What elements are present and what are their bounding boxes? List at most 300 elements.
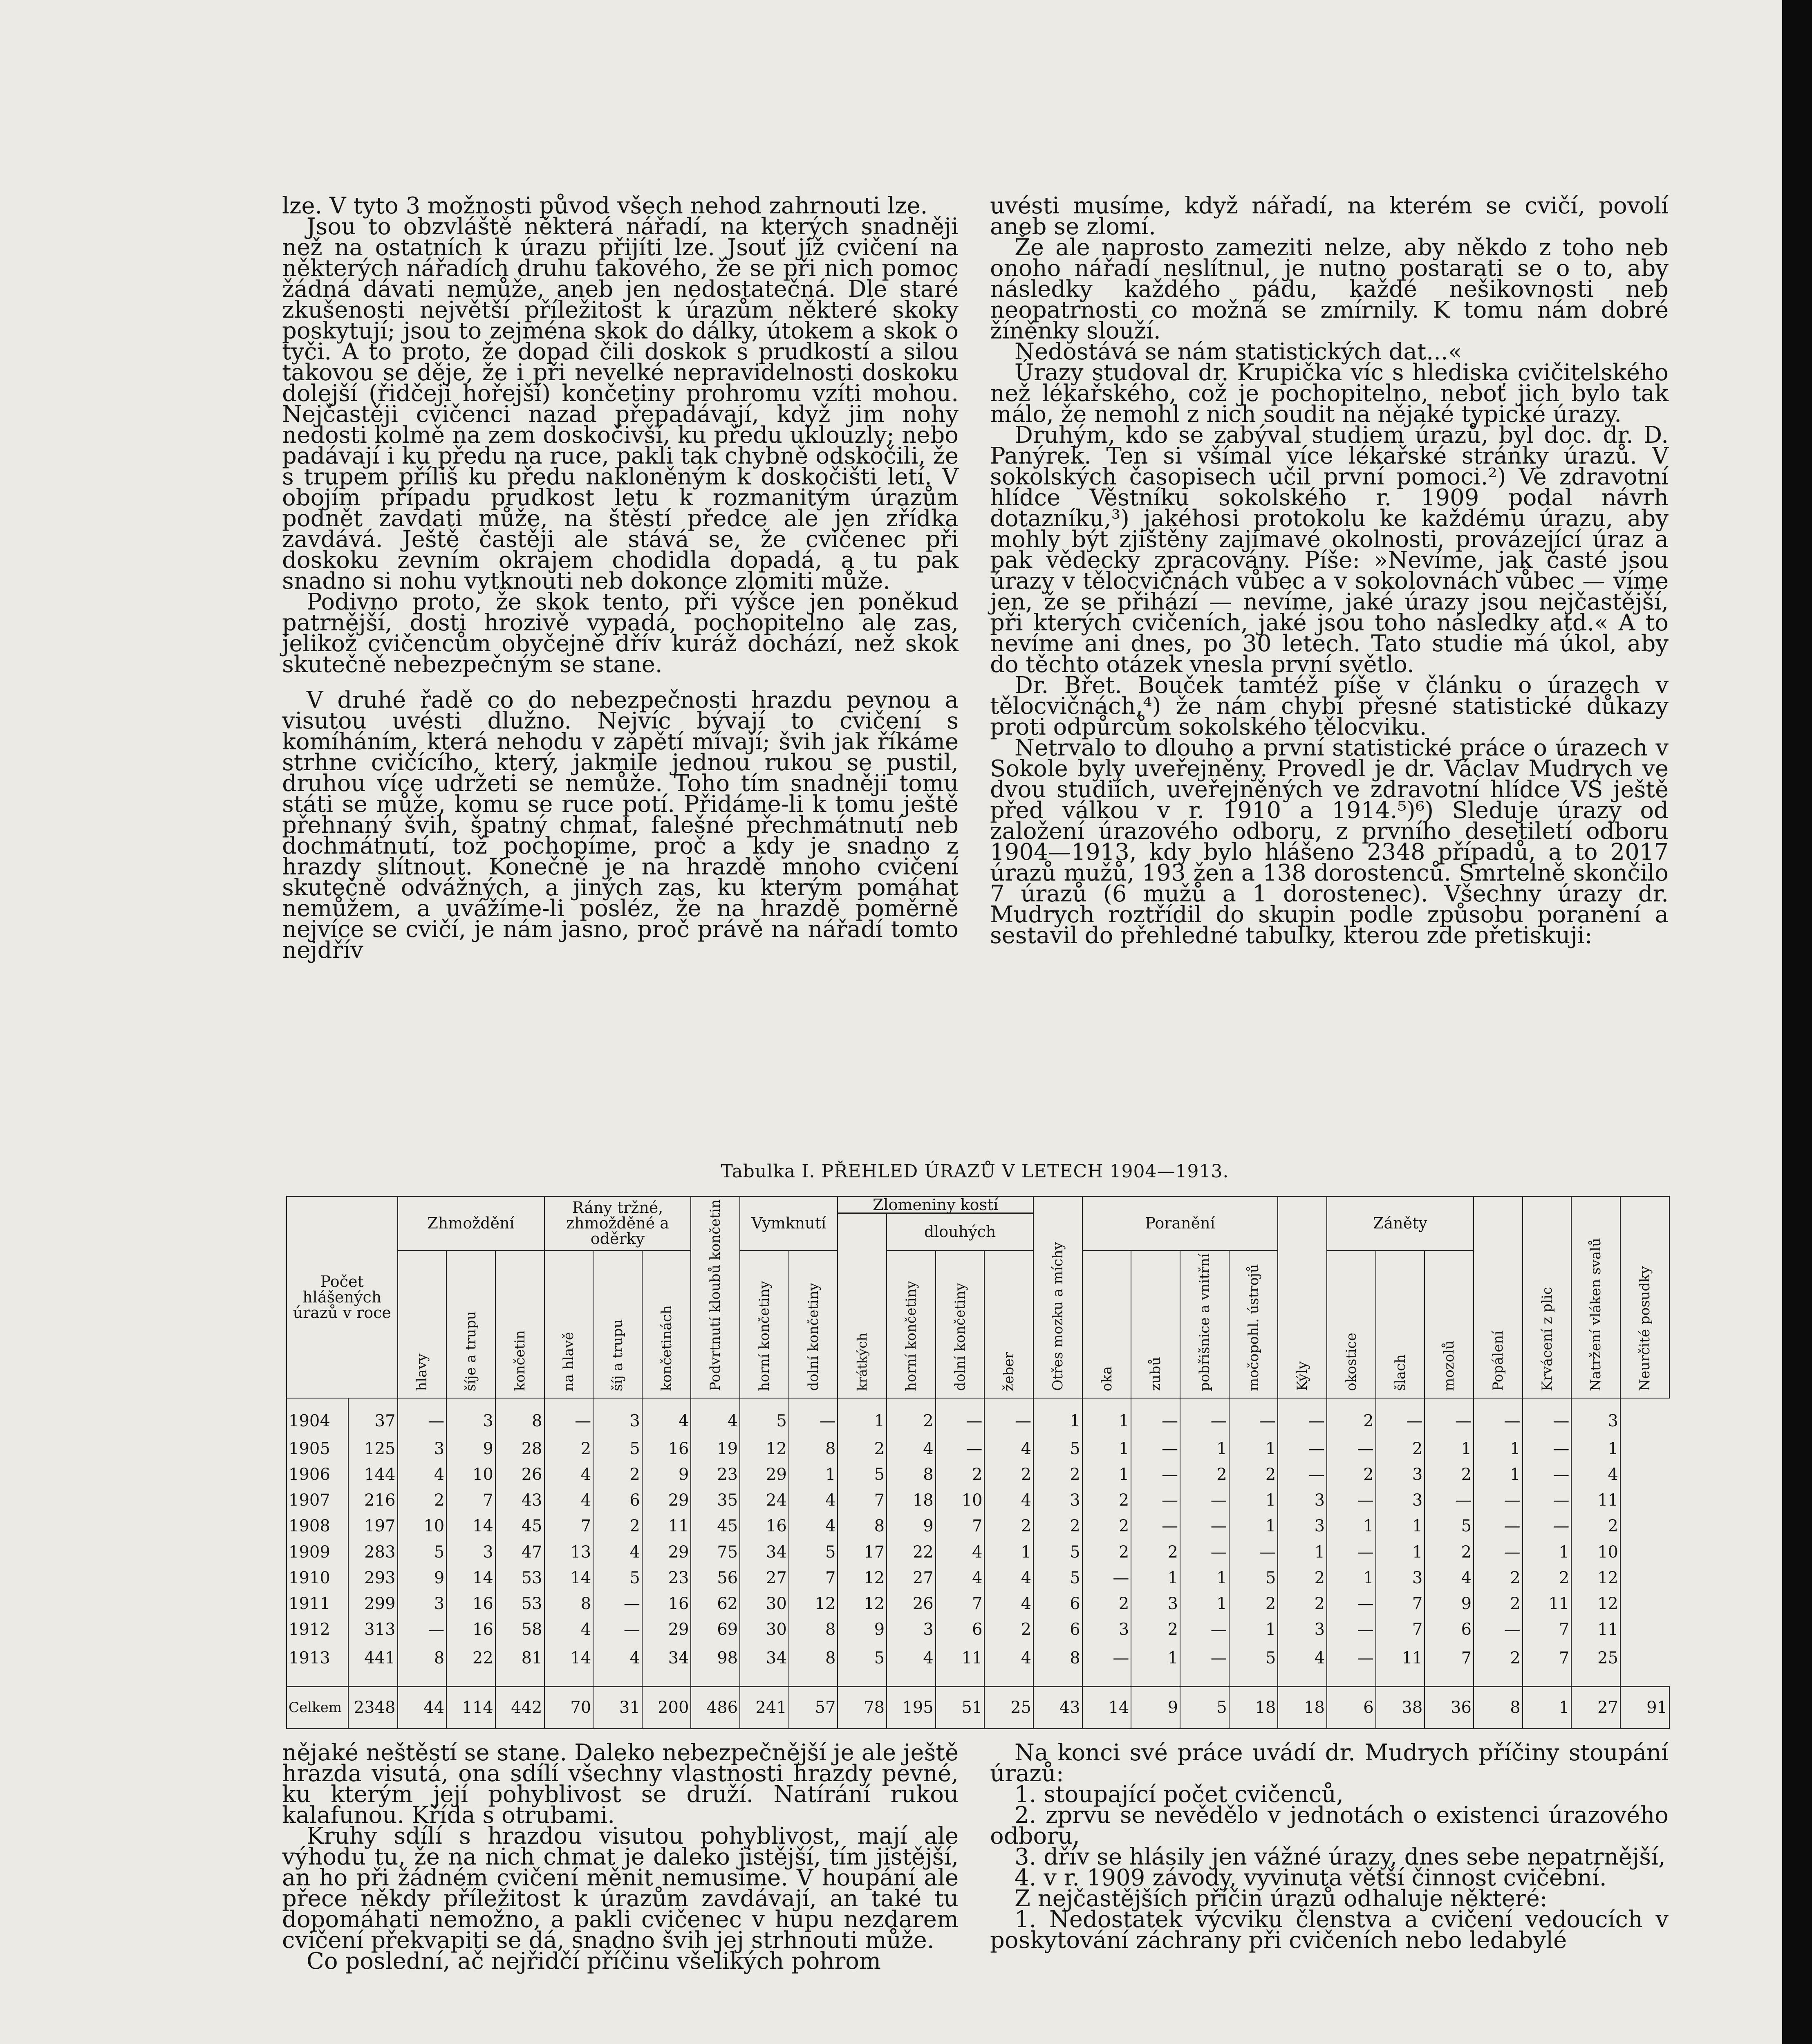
header-cell: Zlomeniny kostí [838,1197,1033,1213]
table-cell: 6 [593,1488,642,1513]
table-cell: 1 [1082,1462,1131,1488]
header-cell: Poranění [1082,1197,1278,1251]
table-cell: 1 [1474,1436,1523,1462]
table-cell: 3 [1278,1513,1327,1539]
table-cell: 5 [1425,1513,1474,1539]
table-cell: 8 [838,1513,887,1539]
table-cell: 38 [1376,1687,1425,1729]
table-cell: — [1229,1398,1278,1436]
table-cell: 11 [1571,1488,1620,1513]
table-cell: — [1278,1398,1327,1436]
table-cell: 1907 [287,1488,348,1513]
header-cell: dlouhých [887,1213,1033,1251]
header-cell: Zhmoždění [398,1197,544,1251]
header-cell: Záněty [1327,1197,1474,1251]
table-cell: 12 [1571,1591,1620,1617]
table-cell: 14 [544,1565,594,1591]
table-cell: 1 [1523,1539,1572,1565]
table-cell: 10 [1571,1539,1620,1565]
table-row [287,1513,1669,1539]
table-cell: 22 [887,1539,936,1565]
table-cell: 7 [1376,1591,1425,1617]
table-cell: 16 [642,1436,691,1462]
paragraph: uvésti musíme, když nářadí, na kterém se cvičí, povolí aneb se zlomí. [990,193,1669,240]
table-cell: 8 [789,1643,838,1686]
header-cell: močopohl. ústrojů [1229,1250,1278,1398]
table-cell: 28 [495,1436,544,1462]
table-cell: 2 [593,1462,642,1488]
table-cell: — [1376,1398,1425,1436]
paragraph: Netrvalo to dlouho a první statistické práce o úrazech v Sokole byly uveřejněny. Provedl je dr. Václav Mudrych ve dvou studiích, uveřejněných ve zdravotní hlídce VS ještě před válkou v r. 1910 a 1914.⁵)⁶) Sleduje úrazy od založení úrazového odboru, z prvního desetiletí odboru 1904—1913, kdy bylo hlášeno 2348 případů, a to 2017 úrazů mužů, 193 žen a 138 dorostenců. Smrtelně skončilo 7 úrazů (6 mužů a 1 dorostenec). Všechny úrazy dr. Mudrych roztřídil do skupin podle způsobu poranění a sestavil do přehledné tabulky, kterou zde přetiskuji: [990,735,1669,949]
header-cell: na hlavě [544,1250,594,1398]
table-cell: 6 [1327,1687,1376,1729]
table-cell: 3 [1278,1488,1327,1513]
table-cell: 1906 [287,1462,348,1488]
table-cell: 1 [1229,1488,1278,1513]
header-cell: Otřes mozku a míchy [1033,1197,1082,1398]
table-cell: — [936,1436,985,1462]
table-cell: 1 [1327,1565,1376,1591]
table-cell: 3 [1571,1398,1620,1436]
table-cell: 12 [838,1591,887,1617]
table-cell: — [1327,1617,1376,1643]
table-cell: 2 [1131,1617,1180,1643]
paragraph: Že ale naprosto zameziti nelze, aby někdo z toho neb onoho nářadí neslítnul, je nutno postarati se o to, aby následky každého pádu, každé nešikovnosti neb neopatrnosti co možná se zmírnily. K tomu nám dobré žíněnky slouží. [990,234,1669,344]
table-cell: 5 [1229,1565,1278,1591]
paragraph: Na konci své práce uvádí dr. Mudrych příčiny stoupání úrazů: [990,1739,1669,1787]
table-cell: 8 [887,1462,936,1488]
table-cell: — [1131,1462,1180,1488]
table-cell: 12 [740,1436,789,1462]
table-cell: 37 [348,1398,398,1436]
table-cell: 35 [691,1488,740,1513]
header-cell: Rány tržné, zhmožděné a oděrky [544,1197,691,1251]
table-cell: 5 [1033,1436,1082,1462]
table-cell: 69 [691,1617,740,1643]
table-cell: 6 [1033,1617,1082,1643]
table-cell: 9 [1131,1687,1180,1729]
table-cell: 10 [936,1488,985,1513]
table-cell: 56 [691,1565,740,1591]
table-cell: 2 [1082,1488,1131,1513]
table-cell: — [1327,1591,1376,1617]
table-cell: 7 [789,1565,838,1591]
list-item: 4. v r. 1909 závody, vyvinuta větší činnost cvičební. [1015,1865,1607,1891]
paragraph: Kruhy sdílí s hrazdou visutou pohyblivost, mají ale výhodu tu, že na nich chmat je daleko jistější, tím jistější, an ho při žádném cvičení měnit nemusíme. V houpání ale přece někdy příležitost k úrazům zavdávají, an také tu dopomáhati nemožno, a pakli cvičenec v hupu nezdarem cvičení překvapiti se dá, snadno švih jej strhnouti může. [282,1823,959,1954]
table-cell: 8 [495,1398,544,1436]
header-cell: mozolů [1425,1250,1474,1398]
table-cell: 47 [495,1539,544,1565]
table-body [287,1398,1669,1728]
table-cell: 4 [789,1488,838,1513]
table-cell: — [1523,1398,1572,1436]
table-cell: 11 [1571,1617,1620,1643]
header-cell: končetin [495,1250,544,1398]
list-item: 2. zprvu se nevědělo v jednotách o existenci úrazového odboru, [990,1802,1669,1849]
table-cell: 1 [1229,1513,1278,1539]
table-cell: — [1523,1488,1572,1513]
table-cell: 7 [544,1513,594,1539]
paragraph: lze. V tyto 3 možnosti původ všech nehod zahrnouti lze. [282,193,928,219]
table-cell: 1 [838,1398,887,1436]
table-cell: 1 [1327,1513,1376,1539]
table-cell: 30 [740,1591,789,1617]
table-cell: 144 [348,1462,398,1488]
table-cell: 8 [789,1436,838,1462]
table-cell: 2 [1033,1513,1082,1539]
paragraph: Úrazy studoval dr. Krupička víc s hlediska cvičitelského než lékařského, což je pochopitelno, neboť jich bylo tak málo, že nemohl z nich soudit na nějaké typické úrazy. [990,359,1669,428]
table-row [287,1617,1669,1643]
table-cell: 43 [495,1488,544,1513]
table-cell: 12 [838,1565,887,1591]
table-row [287,1462,1669,1488]
paragraph: Druhým, kdo se zabýval studiem úrazů, byl doc. dr. D. Panýrek. Ten si všímal více lékařské stránky úrazů. V sokolských časopisech učil první pomoci.²) Ve zdravotní hlídce Věstníku sokolského r. 1909 podal návrh dotazníku,³) jakéhosi protokolu ke každému úrazu, aby mohly být zjištěny zajímavé okolnosti, provázející úraz a pak vědecky zpracovány. Píše: »Nevíme, jak časté jsou úrazy v tělocvičnách vůbec a v sokolovnách vůbec — víme jen, že se přihází — nevíme, jaké úrazy jsou nejčastější, při kterých cvičeních, jaké jsou toho následky atd.« A to nevíme ani dnes, po 30 letech. Tato studie má úkol, aby do těchto otázek vnesla první světlo. [990,422,1669,678]
table-cell: 4 [789,1513,838,1539]
header-cell: končetinách [642,1250,691,1398]
table-cell: 5 [740,1398,789,1436]
table-cell: 10 [446,1462,495,1488]
table-cell: 2348 [348,1687,398,1729]
table-cell: 51 [936,1687,985,1729]
text-column-left-bottom [282,1739,959,1975]
table-cell: 1 [789,1462,838,1488]
table-cell: 5 [838,1643,887,1686]
table-cell: 75 [691,1539,740,1565]
table-cell: 2 [984,1462,1033,1488]
table-cell: 5 [398,1539,447,1565]
table-cell: 2 [1474,1565,1523,1591]
table-cell: 44 [398,1687,447,1729]
table-cell: 25 [984,1687,1033,1729]
table-cell: 3 [1278,1617,1327,1643]
table-cell: 8 [789,1617,838,1643]
table-cell: — [1180,1643,1229,1686]
table-cell: 114 [446,1687,495,1729]
table-cell: 5 [593,1436,642,1462]
table-cell: 1 [1474,1462,1523,1488]
table-cell: 34 [642,1643,691,1686]
table-caption: Tabulka I. PŘEHLED ÚRAZŮ V LETECH 1904—1913. [721,1161,1229,1182]
table-row [287,1591,1669,1617]
table-cell: 7 [1523,1617,1572,1643]
table-cell: 4 [1571,1462,1620,1488]
table-cell: 2 [593,1513,642,1539]
table-cell: 2 [1278,1591,1327,1617]
header-cell: horní končetiny [740,1250,789,1398]
table-cell: 1 [1131,1643,1180,1686]
table-cell: 4 [593,1539,642,1565]
table-cell: 2 [1033,1462,1082,1488]
table-cell: 11 [1523,1591,1572,1617]
table-cell: — [1180,1513,1229,1539]
table-cell: 1 [1278,1539,1327,1565]
table-cell: 442 [495,1687,544,1729]
table-row [287,1539,1669,1565]
table-cell: — [1474,1398,1523,1436]
table-cell: 5 [1180,1687,1229,1729]
table-cell: 91 [1620,1687,1669,1729]
table-cell: 1910 [287,1565,348,1591]
table-cell: 14 [446,1513,495,1539]
table-total-row [287,1687,1669,1729]
table-cell: 4 [887,1643,936,1686]
table-cell: 58 [495,1617,544,1643]
table-cell: 1909 [287,1539,348,1565]
table-cell: — [1523,1462,1572,1488]
table-cell: 70 [544,1687,594,1729]
table-cell: Celkem [287,1687,348,1729]
table-cell: 5 [1229,1643,1278,1686]
table-cell: 2 [398,1488,447,1513]
table-cell: 11 [936,1643,985,1686]
scan-edge [1782,0,1812,2044]
table-cell: 3 [1033,1488,1082,1513]
header-cell: Natržení vláken svalů [1571,1197,1620,1398]
table-cell: — [1180,1488,1229,1513]
table-cell: 1 [1131,1565,1180,1591]
table-cell: 9 [838,1617,887,1643]
table-cell: 313 [348,1617,398,1643]
table-cell: 3 [1376,1462,1425,1488]
list-item: 3. dřív se hlásily jen vážné úrazy, dnes sebe nepatrnější, [1015,1844,1666,1870]
table-cell: 9 [398,1565,447,1591]
table-cell: 11 [1376,1643,1425,1686]
header-cell: Počet hlášených úrazů v roce [287,1197,398,1398]
table-cell: 45 [691,1513,740,1539]
table-cell: — [593,1617,642,1643]
table-cell: 1 [1180,1565,1229,1591]
table-cell: 16 [642,1591,691,1617]
table-cell: 8 [544,1591,594,1617]
table-cell: 293 [348,1565,398,1591]
table-cell: 23 [642,1565,691,1591]
table-cell: 9 [446,1436,495,1462]
table-cell: 5 [1033,1565,1082,1591]
table-cell: — [1474,1513,1523,1539]
table-cell: — [1278,1436,1327,1462]
table-cell: — [1131,1513,1180,1539]
table-cell: — [1082,1565,1131,1591]
header-cell: krátkých [838,1213,887,1398]
table-cell: — [1180,1398,1229,1436]
text-column-right-top [990,193,1669,949]
table-cell: 2 [984,1617,1033,1643]
table-cell: 19 [691,1436,740,1462]
table-cell: 1 [1376,1513,1425,1539]
header-cell: Kýly [1278,1197,1327,1398]
table-cell: 34 [740,1643,789,1686]
table-cell: 4 [544,1488,594,1513]
table-cell: 1 [1523,1687,1572,1729]
paragraph: Dr. Břet. Bouček tamtéž píše v článku o úrazech v tělocvičnách,⁴) že nám chybí přesné statistické důkazy proti odpůrcům sokolského tělocviku. [990,672,1669,740]
table-cell: 78 [838,1687,887,1729]
table-cell: 26 [495,1462,544,1488]
table-cell: 4 [544,1617,594,1643]
table-cell: 1 [1180,1436,1229,1462]
table-cell: 1912 [287,1617,348,1643]
paragraph: Podivno proto, že skok tento, při výšce jen poněkud patrnější, dosti hrozivě vypadá, pochopitelno ale zas, jelikož cvičencům obyčejně dřív kuráž dochází, než skok skutečně nebezpečným se stane. [282,589,959,678]
table-cell: 14 [544,1643,594,1686]
table-cell: 31 [593,1687,642,1729]
table-cell: 2 [1425,1539,1474,1565]
table-cell: 22 [446,1643,495,1686]
table-cell: 486 [691,1687,740,1729]
table-cell: 1913 [287,1643,348,1686]
table-cell: 4 [984,1591,1033,1617]
table-cell: 12 [1571,1565,1620,1591]
table-cell: 1 [1229,1617,1278,1643]
table-cell: 6 [936,1617,985,1643]
table-cell: 1 [1033,1398,1082,1436]
header-cell: Podvrtnutí kloubů končetin [691,1197,740,1398]
table-cell: 4 [642,1398,691,1436]
table-cell: — [1278,1462,1327,1488]
table-cell: 27 [740,1565,789,1591]
header-cell: hlavy [398,1250,447,1398]
table-cell: 27 [1571,1687,1620,1729]
table-cell: 5 [838,1462,887,1488]
table-cell: 4 [936,1539,985,1565]
table-cell: 18 [887,1488,936,1513]
header-cell: žeber [984,1250,1033,1398]
paragraph: V druhé řadě co do nebezpečnosti hrazdu pevnou a visutou uvésti dlužno. Nejvíc bývají to cvičení s komíháním, která nehodu v zápětí mívají; švih jak říkáme strhne cvičícího, který, jakmile jednou rukou se pustil, druhou více udržeti se nemůže. Toho tím snadněji tomu státi se může, komu se ruce potí. Přidáme-li k tomu ještě přehnaný švih, špatný chmat, falešné přechmátnutí neb dochmátnutí, tož pochopíme, proč a kdy je snadno z hrazdy slítnout. Konečně je na hrazdě mnoho cvičení skutečně odvážných, a jiných zas, ku kterým pomáhat nemůžem, a uvážíme-li posléz, že na hrazdě poměrně nejvíce se cvičí, je nám jasno, proč právě na nářadí tomto nejdřív [282,687,959,964]
table-cell: 2 [1229,1462,1278,1488]
table-cell: 29 [740,1462,789,1488]
table-cell: 6 [1033,1591,1082,1617]
table-cell: 2 [1278,1565,1327,1591]
table-cell: 29 [642,1617,691,1643]
table-cell: 2 [887,1398,936,1436]
table-cell: 1 [1082,1398,1131,1436]
table-cell: 2 [1571,1513,1620,1539]
table-cell: — [984,1398,1033,1436]
header-cell: okostice [1327,1250,1376,1398]
table-cell: 2 [1180,1462,1229,1488]
table-cell: 14 [446,1565,495,1591]
header-cell: oka [1082,1250,1131,1398]
table-cell: 4 [984,1643,1033,1686]
table-cell: 4 [936,1565,985,1591]
table-cell: 1904 [287,1398,348,1436]
table-cell: 7 [446,1488,495,1513]
table-cell: 4 [691,1398,740,1436]
table-cell: 4 [1425,1565,1474,1591]
table-cell: 24 [740,1488,789,1513]
table-cell: — [1327,1539,1376,1565]
table-cell: 57 [789,1687,838,1729]
table-cell: — [1131,1436,1180,1462]
table-cell: 13 [544,1539,594,1565]
header-cell: zubů [1131,1250,1180,1398]
table-cell: 2 [1376,1436,1425,1462]
table-cell: 7 [936,1513,985,1539]
table-cell: 11 [642,1513,691,1539]
header-cell: šlach [1376,1250,1425,1398]
header-cell: Vymknutí [740,1197,838,1251]
table-cell: 2 [1327,1398,1376,1436]
table-cell: — [1229,1539,1278,1565]
table-cell: 17 [838,1539,887,1565]
table-cell: 23 [691,1462,740,1488]
table-cell: 1908 [287,1513,348,1539]
table-cell: 53 [495,1565,544,1591]
paragraph: Co poslední, ač nejřidčí příčinu všelikých pohrom [307,1948,881,1975]
table-cell: 7 [1425,1643,1474,1686]
table-cell: 3 [398,1436,447,1462]
table-cell: 1911 [287,1591,348,1617]
list-item: 1. stoupající počet cvičenců, [1015,1781,1344,1808]
table-cell: 2 [544,1436,594,1462]
table-cell: 98 [691,1643,740,1686]
table-cell: 1 [984,1539,1033,1565]
table-cell: 1 [1571,1436,1620,1462]
table-cell: — [398,1617,447,1643]
table-cell: — [1180,1617,1229,1643]
table-cell: 7 [838,1488,887,1513]
table-cell: 3 [593,1398,642,1436]
table-cell: 6 [1425,1617,1474,1643]
table-cell: 4 [593,1643,642,1686]
header-cell: pobřišnice a vnitřní [1180,1250,1229,1398]
table-cell: 2 [1082,1513,1131,1539]
table-cell: 8 [398,1643,447,1686]
table-cell: 3 [1082,1617,1131,1643]
table-cell: 7 [1523,1643,1572,1686]
table-cell: — [1180,1539,1229,1565]
table-cell: — [789,1398,838,1436]
table-cell: 241 [740,1687,789,1729]
table-cell: 3 [1131,1591,1180,1617]
table-cell: 26 [887,1591,936,1617]
table-cell: 30 [740,1617,789,1643]
table-cell: 2 [838,1436,887,1462]
table-cell: 2 [984,1513,1033,1539]
paragraph: 1. Nedostatek výcviku členstva a cvičení vedoucích v poskytování záchrany při cvičeních nebo ledabylé [990,1906,1669,1954]
table-cell: 5 [789,1539,838,1565]
header-cell: šíj a trupu [593,1250,642,1398]
table-cell: — [1523,1513,1572,1539]
table-cell: 4 [1278,1643,1327,1686]
table-cell: — [1474,1539,1523,1565]
text-column-left-top [282,193,959,964]
table-cell: — [936,1398,985,1436]
table-cell: 18 [1278,1687,1327,1729]
table-cell: 3 [887,1617,936,1643]
table-cell: 14 [1082,1687,1131,1729]
table-cell: 62 [691,1591,740,1617]
table-cell: 43 [1033,1687,1082,1729]
header-cell: dolní končetiny [936,1250,985,1398]
table-cell: 2 [1425,1462,1474,1488]
table-cell: 9 [1425,1591,1474,1617]
table-cell: 29 [642,1488,691,1513]
table-row [287,1398,1669,1436]
table-cell: 1 [1180,1591,1229,1617]
table-cell: 16 [446,1617,495,1643]
table-cell: 18 [1229,1687,1278,1729]
paragraph: Z nejčastějších příčin úrazů odhaluje některé: [1015,1885,1548,1912]
table-cell: 4 [398,1462,447,1488]
table-cell: 9 [642,1462,691,1488]
paragraph: Jsou to obzvláště některá nářadí, na kterých snadněji než na ostatních k úrazu přijíti lze. Jsouť již cvičení na některých nářadích druhu takového, že se při nich pomoc žádná dávati nemůže, aneb jen nedostatečná. Dle staré zkušenosti největší příležitost k úrazům některé skoky poskytují; jsou to zejména skok do dálky, útokem a skok o tyči. A to proto, že dopad čili doskok s prudkostí a silou takovou se děje, že i při nevelké nepravidelnosti doskoku dolejší (řidčeji hořejší) končetiny prohromu vzíti mohou. Nejčastěji cvičenci nazad přepadávají, když jim nohy nedosti kolmě na zem doskočivší, ku předu uklouzly; nebo padávají i ku předu na ruce, pakli tak chybně odskočili, že s trupem příliš ku předu nakloněným k doskočišti letí. V obojím případu prudkost letu k rozmanitým úrazům podnět zavdati může, na štěstí předce ale jen zřídka zavdává. Ještě častěji ale stává se, že cvičenec při doskoku zevním okrajem chodidla dopadá, a tu pak snadno si nohu vytknouti neb dokonce zlomiti může. [282,213,959,594]
table-cell: 2 [936,1462,985,1488]
table-cell: 34 [740,1539,789,1565]
table-cell: 3 [1376,1565,1425,1591]
table-cell: 36 [1425,1687,1474,1729]
table-cell: — [1327,1643,1376,1686]
text-column-right-bottom [990,1739,1669,1954]
table-cell: 3 [446,1539,495,1565]
